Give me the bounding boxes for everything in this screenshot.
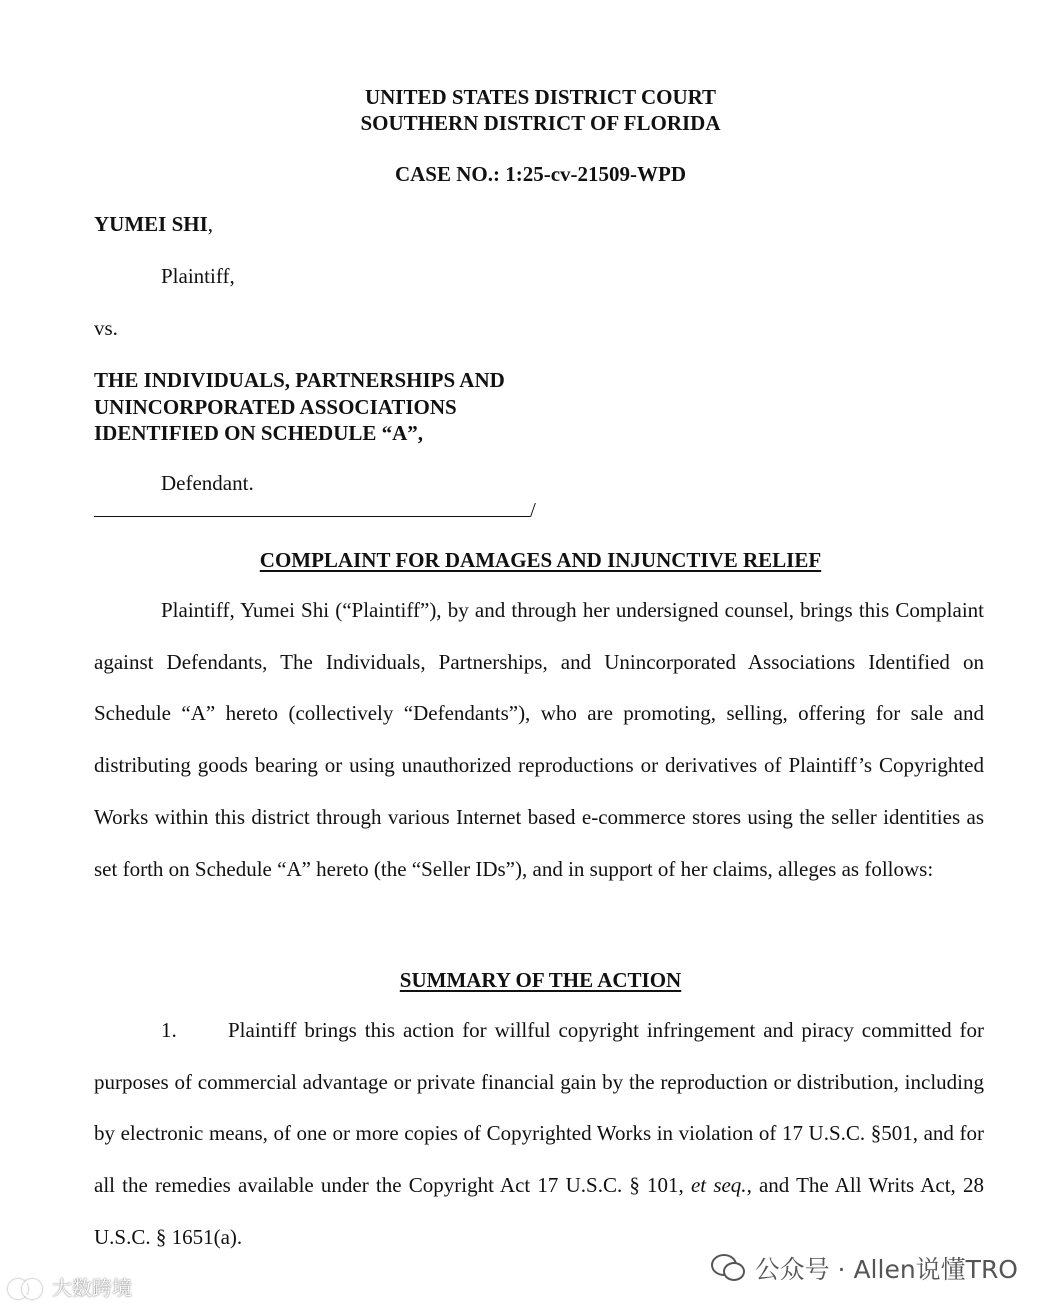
paragraph-1: [94, 1005, 984, 1264]
watermark-right-text: 公众号 · Allen说懂TRO: [754, 1255, 1018, 1284]
paragraph-1-text: Plaintiff brings this action for willful copyright infringement and piracy committed for purposes of commercial advantage or private financial gain by the reproduction or distribution, including by electronic means, of one or more copies of Copyrighted Works in violation of 17 U.S.C. §501, and for all the remedies available under the Copyright Act 17 U.S.C. § 101,: [94, 1018, 984, 1198]
defendants-name-line: IDENTIFIED ON SCHEDULE “A”,: [94, 421, 424, 445]
logo-icon: [8, 1277, 48, 1297]
caption-slash: /: [530, 498, 536, 522]
complaint-title: COMPLAINT FOR DAMAGES AND INJUNCTIVE RELIEF: [259, 548, 822, 572]
paragraph-number-spacer: [94, 1005, 228, 1057]
watermark-left-text: 大数跨境: [52, 1276, 132, 1300]
summary-title: SUMMARY OF THE ACTION: [399, 968, 682, 992]
plaintiff-label: Plaintiff,: [161, 264, 235, 288]
caption-rule: [94, 496, 530, 517]
versus-label: vs.: [94, 316, 118, 340]
paragraph-1-text-end: , and The All Writs Act, 28 U.S.C. § 1651(a).: [94, 1173, 984, 1249]
intro-paragraph: Plaintiff, Yumei Shi (“Plaintiff”), by and through her undersigned counsel, brings this Complaint against Defendants, The Individuals, Partnerships, and Unincorporated Associations Identified on Schedule “A” hereto (collectively “Defendants”), who are promoting, selling, offering for sale and distributing goods bearing or using unauthorized reproductions or derivatives of Plaintiff’s Copyrighted Works within this district through various Internet based e-commerce stores using the seller identities as set forth on Schedule “A” hereto (the “Seller IDs”), and in support of her claims, alleges as follows:: [94, 598, 984, 881]
defendants-name-line: THE INDIVIDUALS, PARTNERSHIPS AND: [94, 368, 505, 392]
wechat-icon: [711, 1254, 745, 1282]
caption-signature-line: [94, 496, 536, 523]
court-header: [0, 84, 1051, 136]
court-name: UNITED STATES DISTRICT COURT: [364, 85, 717, 109]
plaintiff-name: YUMEI SHI: [94, 212, 208, 236]
plaintiff-name-line: [94, 211, 213, 237]
defendant-label: Defendant.: [161, 471, 254, 495]
district-name: SOUTHERN DISTRICT OF FLORIDA: [360, 111, 721, 135]
paragraph-number: 1.: [161, 1018, 177, 1042]
case-number: CASE NO.: 1:25-cv-21509-WPD: [394, 162, 687, 186]
paragraph-1-italic: et seq.: [690, 1173, 747, 1198]
watermark-right: [711, 1250, 1018, 1286]
plaintiff-name-comma: ,: [207, 212, 214, 236]
defendants-name: [94, 367, 505, 447]
defendants-name-line: UNINCORPORATED ASSOCIATIONS: [94, 394, 457, 419]
watermark-left: [8, 1272, 132, 1301]
